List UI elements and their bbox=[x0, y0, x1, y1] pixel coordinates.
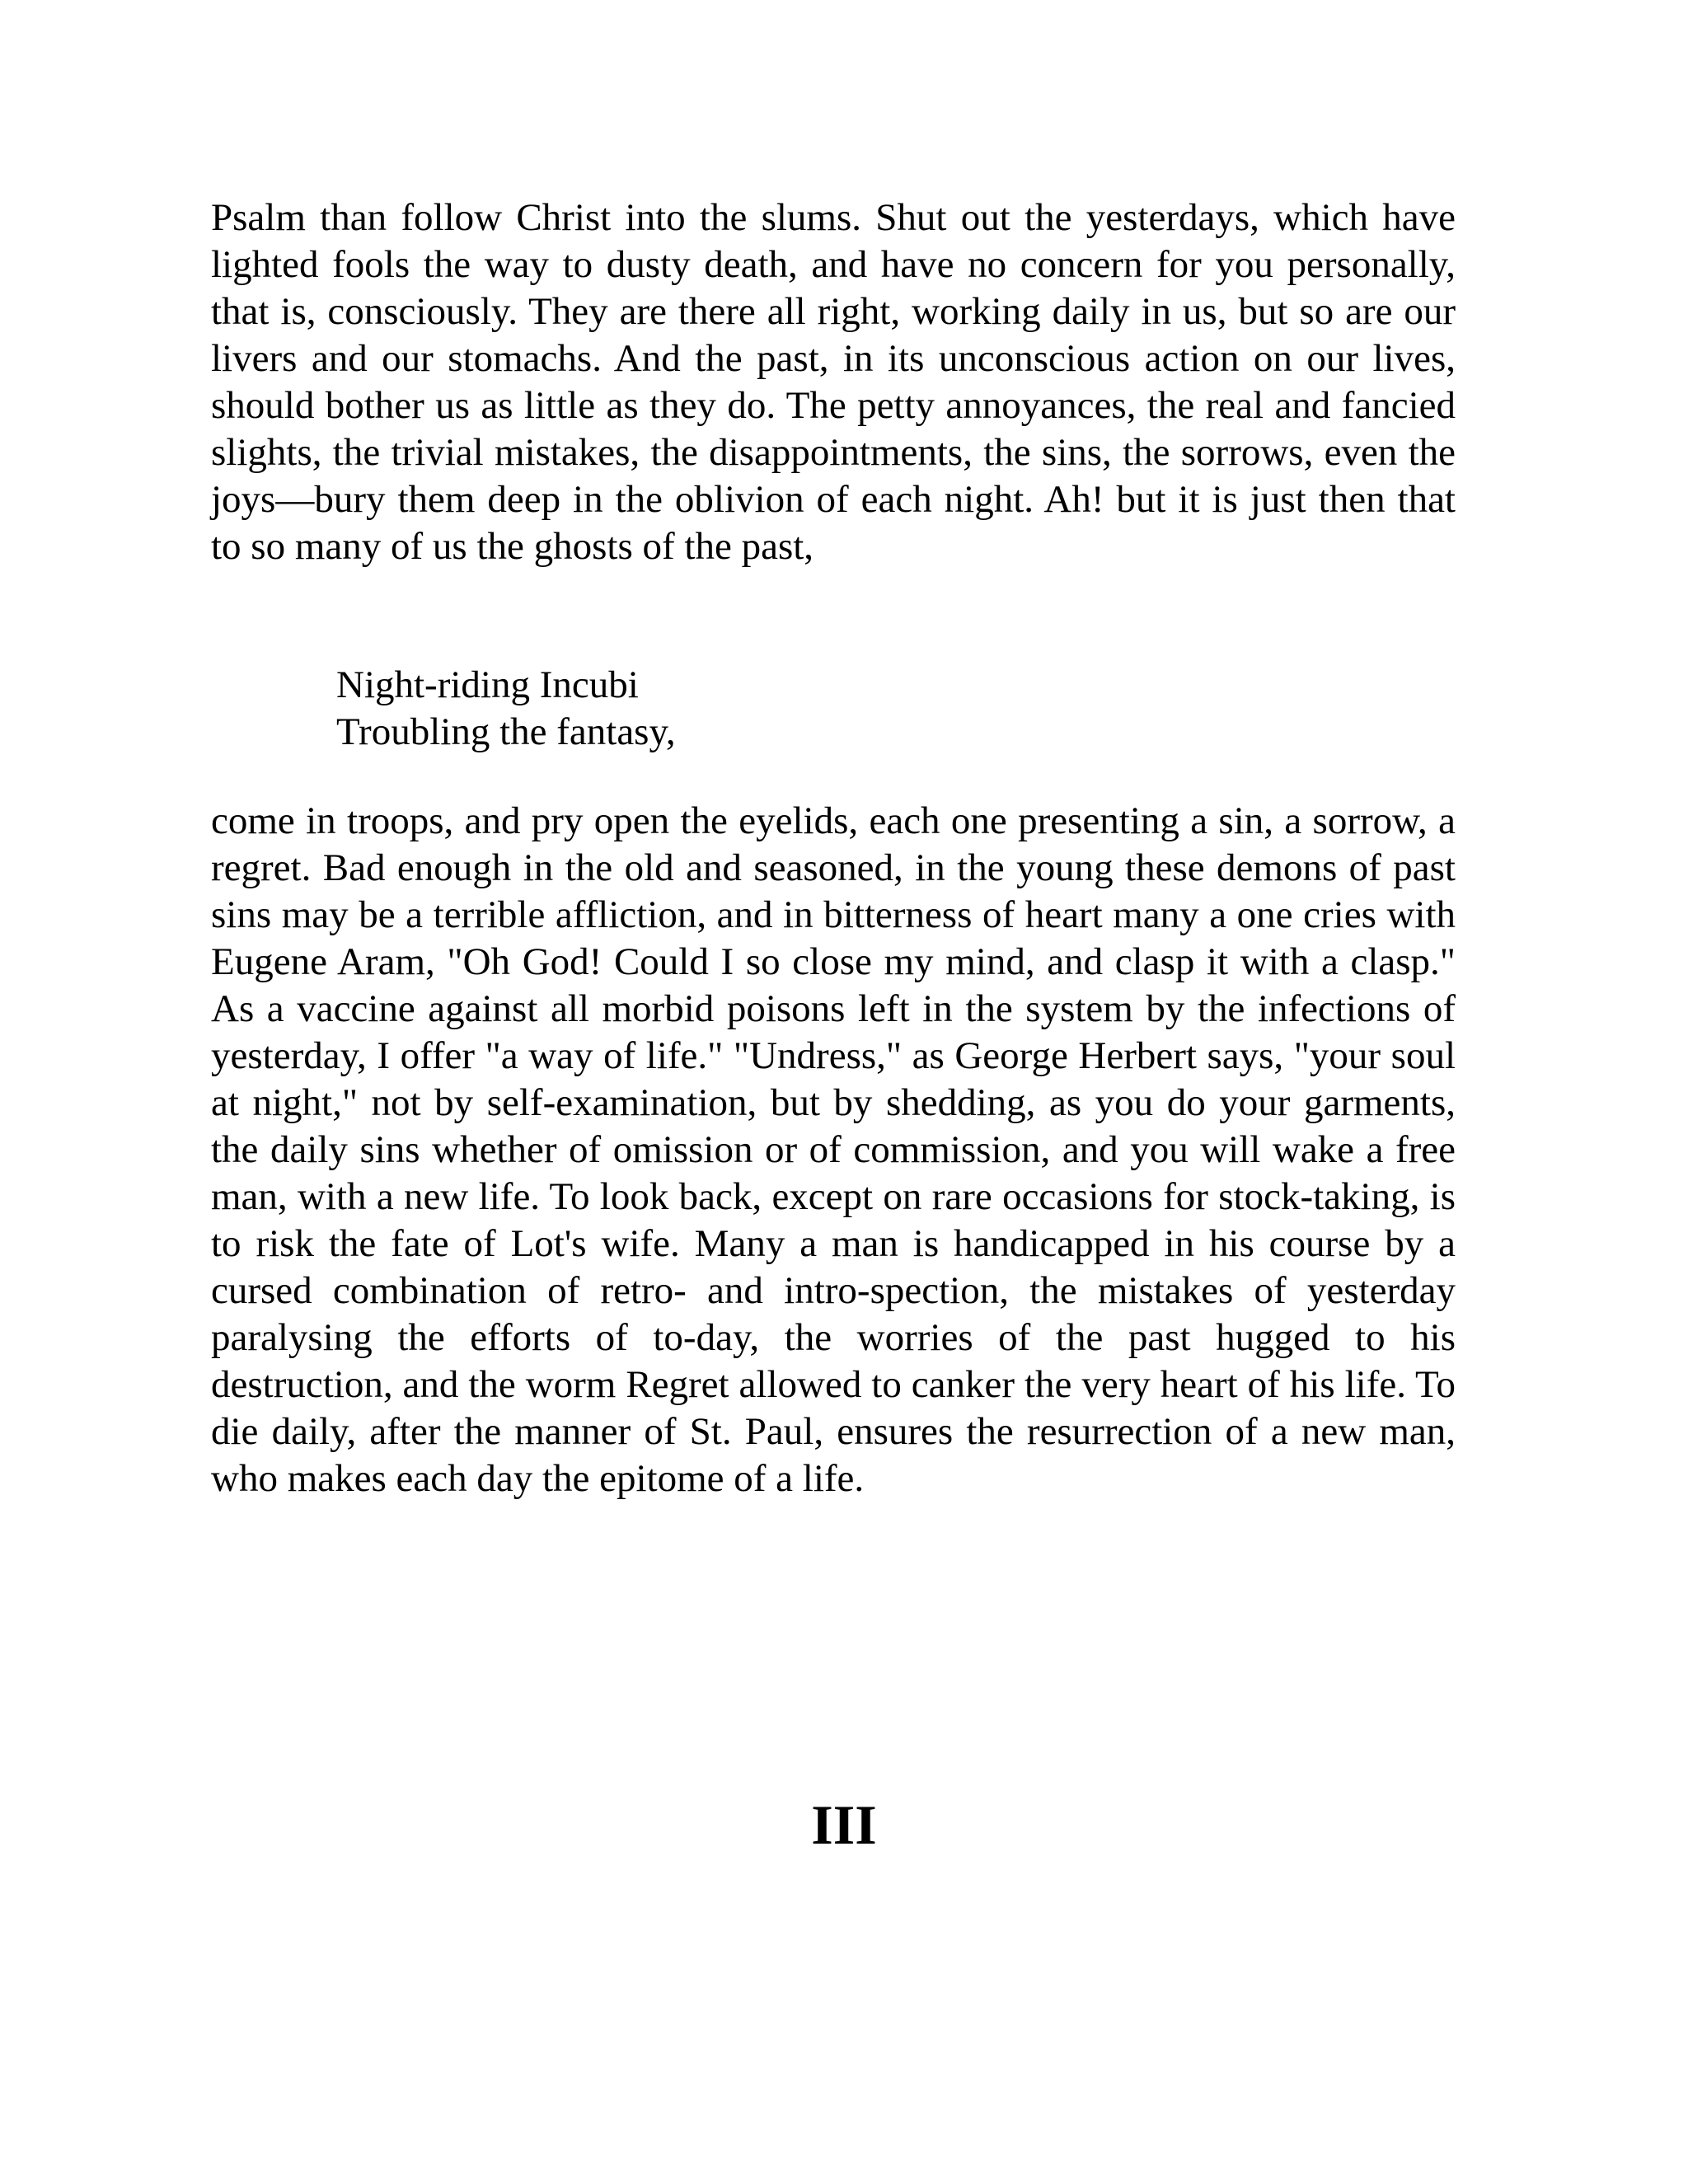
verse-line: Troubling the fantasy, bbox=[336, 710, 676, 753]
chapter-heading: III bbox=[811, 1793, 877, 1856]
body-paragraph: come in troops, and pry open the eyelids, each one presenting a sin, a sorrow, a regret. Bad enough in the old and seasoned, in the young these demons of past sins may be a terrible affliction, and in bitterness of heart many a one cries with Eugene Aram, "Oh God! Could I so close my mind, and clasp it with a clasp." As a vaccine against all morbid poisons left in the system by the infections of yesterday, I offer "a way of life." "Undress," as George Herbert says, "your soul at night," not by self-examination, but by shedding, as you do your garments, the daily sins whether of omission or of commission, and you will wake a free man, with a new life. To look back, except on rare occasions for stock-taking, is to risk the fate of Lot's wife. Many a man is handicapped in his course by a cursed combination of retro- and intro-spection, the mistakes of yesterday paralysing the efforts of to-day, the worries of the past hugged to his destruction, and the worm Regret allowed to canker the very heart of his life. To die daily, after the manner of St. Paul, ensures the resurrection of a new man, who makes each day the epitome of a life. bbox=[211, 799, 1456, 1500]
verse-quotation bbox=[336, 662, 676, 756]
verse-line: Night-riding Incubi bbox=[336, 663, 639, 706]
body-paragraph: Psalm than follow Christ into the slums. Shut out the yesterdays, which have lighted fools the way to dusty death, and have no concern for you personally, that is, consciously. They are there all right, working daily in us, but so are our livers and our stomachs. And the past, in its unconscious action on our lives, should bother us as little as they do. The petty annoyances, the real and fancied slights, the trivial mistakes, the disappointments, the sins, the sorrows, even the joys—bury them deep in the oblivion of each night. Ah! but it is just then that to so many of us the ghosts of the past, bbox=[211, 196, 1456, 568]
